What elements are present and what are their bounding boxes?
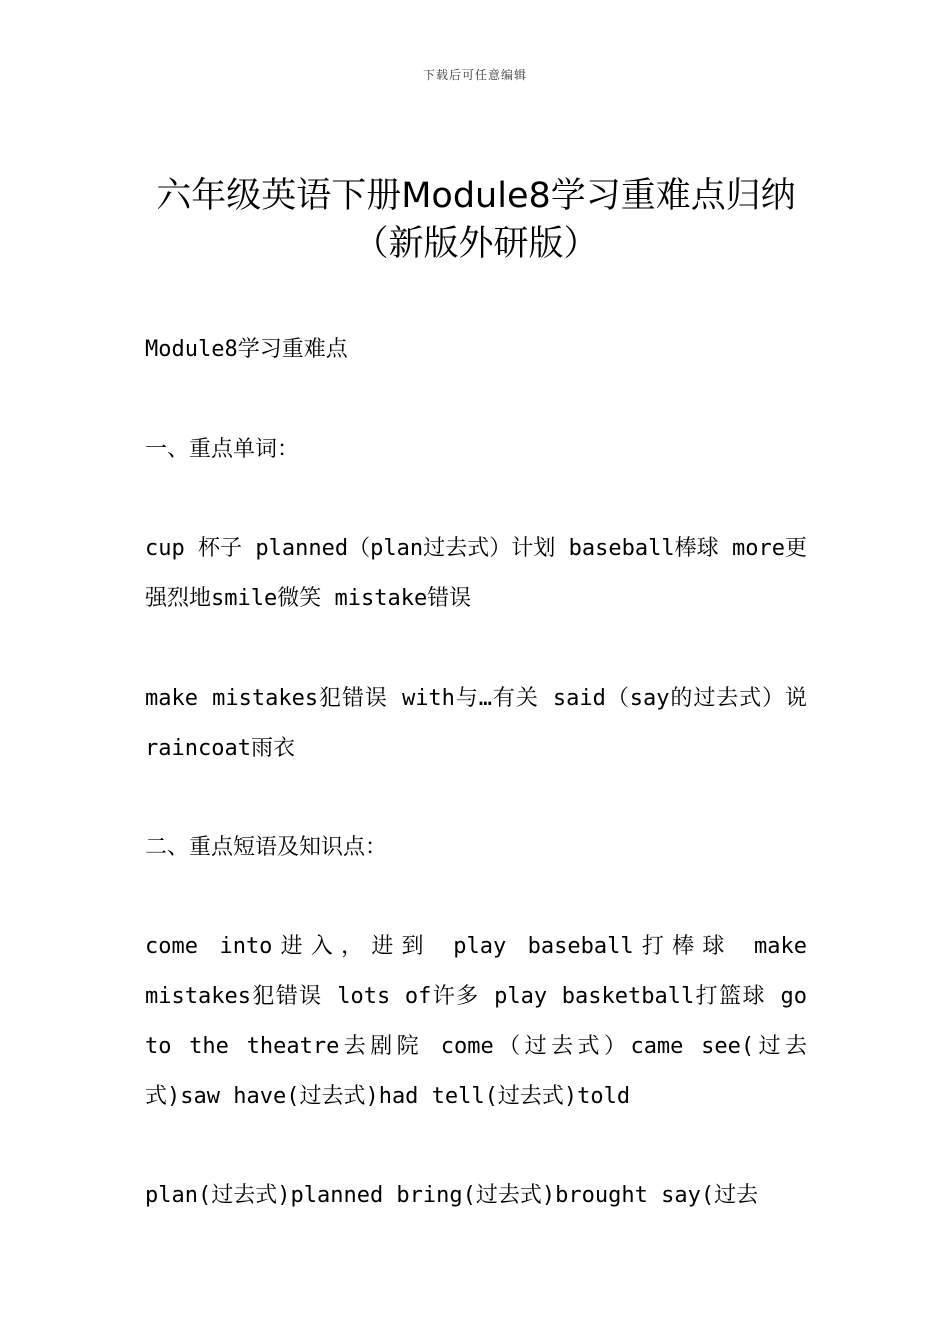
document-title	[145, 172, 807, 268]
vocab-paragraph-2: make mistakes犯错误 with与…有关 said（say的过去式）说 raincoat雨衣	[145, 686, 807, 761]
section-heading-words: 一、重点单词：	[145, 437, 300, 462]
title-line-2: （新版外研版）	[353, 224, 599, 264]
phrase-paragraph-1: come into进入，进到 play baseball打棒球 make mistakes犯错误 lots of许多 play basketball打篮球 go to the theatre去剧院 come（过去式）came see(过去式)saw have(过去式)had tell(过去式)told	[145, 934, 807, 1109]
header-note: 下载后可任意编辑	[422, 68, 527, 82]
section-heading-phrases: 二、重点短语及知识点：	[145, 835, 388, 860]
phrase-paragraph-2: plan(过去式)planned bring(过去式)brought say(过去	[145, 1183, 759, 1208]
module-heading: Module8学习重难点	[145, 337, 348, 362]
title-line-1: 六年级英语下册Module8学习重难点归纳	[156, 176, 796, 216]
vocab-paragraph-1: cup 杯子 planned（plan过去式）计划 baseball棒球 more更强烈地smile微笑 mistake错误	[145, 536, 807, 611]
